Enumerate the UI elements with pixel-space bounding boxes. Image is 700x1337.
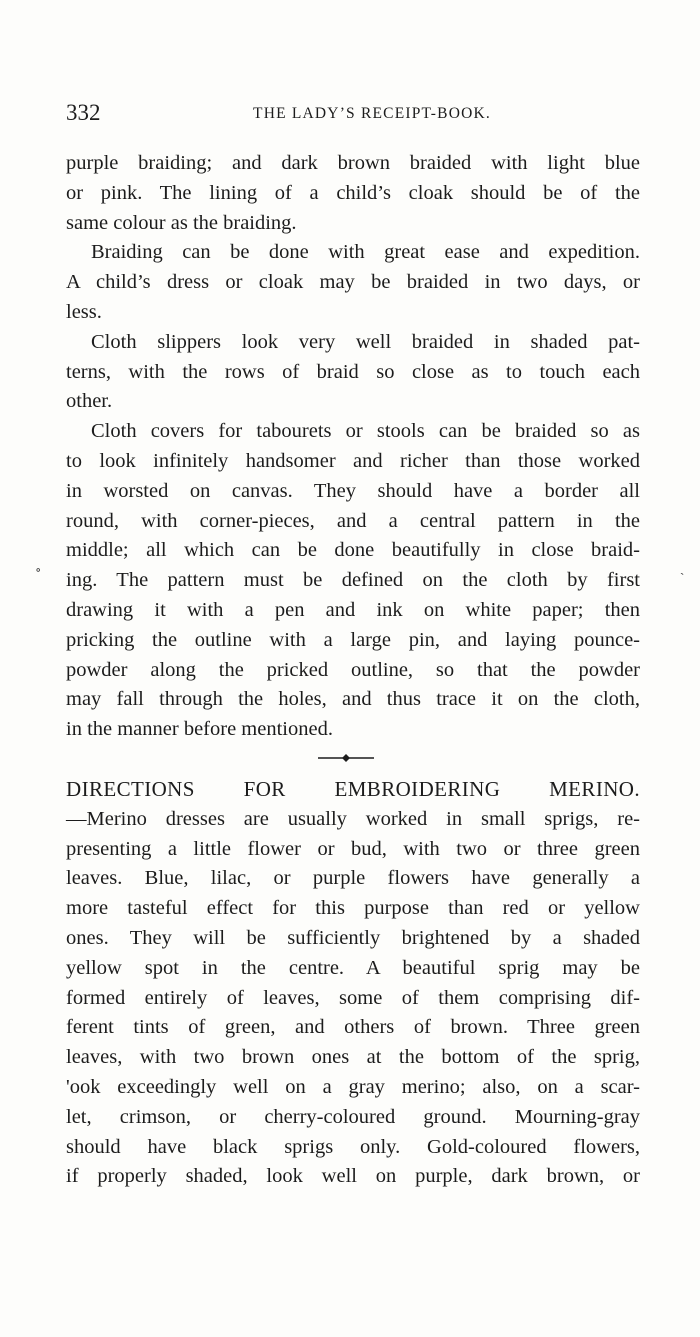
text-line: leaves, with two brown ones at the bottom of the sprig, [66, 1046, 640, 1069]
text-line: middle; all which can be done beautifully in close braid- [66, 539, 640, 562]
page-number: 332 [66, 100, 101, 125]
paragraph [66, 417, 640, 745]
text-line: A child’s dress or cloak may be braided in two days, or [66, 271, 640, 294]
page-header [66, 100, 638, 134]
margin-speck: ∘ [35, 562, 42, 577]
paragraph [66, 149, 640, 238]
text-line: drawing it with a pen and ink on white paper; then [66, 598, 640, 621]
section-heading: DIRECTIONS FOR EMBROIDERING MERINO. [66, 776, 640, 801]
text-line: yellow spot in the centre. A beautiful sprig may be [66, 956, 640, 979]
text-line: ferent tints of green, and others of brown. Three green [66, 1016, 640, 1039]
diamond-rule-ornament [316, 752, 376, 764]
text-line: formed entirely of leaves, some of them comprising dif- [66, 986, 640, 1009]
text-line: less. [66, 300, 102, 323]
text-line: terns, with the rows of braid so close as to touch each [66, 360, 640, 383]
text-line: 'ook exceedingly well on a gray merino; also, on a scar- [66, 1075, 640, 1098]
text-line: other. [66, 390, 113, 413]
text-line: same colour as the braiding. [66, 211, 297, 234]
text-line: ones. They will be sufficiently brightened by a shaded [66, 926, 640, 949]
running-head: THE LADY’S RECEIPT-BOOK. [253, 105, 491, 122]
text-line: in the manner before mentioned. [66, 718, 333, 741]
text-line: or pink. The lining of a child’s cloak should be of the [66, 181, 640, 204]
text-line: leaves. Blue, lilac, or purple flowers have generally a [66, 867, 640, 890]
text-line: may fall through the holes, and thus trace it on the cloth, [66, 688, 640, 711]
text-line: to look infinitely handsomer and richer than those worked [66, 449, 640, 472]
paragraph [66, 238, 640, 327]
margin-speck: ˋ [680, 570, 685, 585]
text-line: Braiding can be done with great ease and expedition. [91, 241, 640, 264]
text-line: if properly shaded, look well on purple, dark brown, or [66, 1165, 640, 1188]
text-line: let, crimson, or cherry-coloured ground. Mourning-gray [66, 1105, 640, 1128]
page-body [66, 149, 640, 1192]
text-line: ing. The pattern must be defined on the cloth by first [66, 569, 640, 592]
paragraph [66, 328, 640, 417]
section-divider [66, 745, 640, 775]
text-line: powder along the pricked outline, so that the powder [66, 658, 640, 681]
text-line: in worsted on canvas. They should have a border all [66, 479, 640, 502]
text-line: presenting a little flower or bud, with two or three green [66, 837, 640, 860]
text-line: more tasteful effect for this purpose than red or yellow [66, 897, 640, 920]
text-line: should have black sprigs only. Gold-coloured flowers, [66, 1135, 640, 1158]
text-line: Cloth slippers look very well braided in shaded pat- [91, 330, 640, 353]
text-line: Cloth covers for tabourets or stools can be braided so as [91, 420, 640, 443]
text-line: pricking the outline with a large pin, and laying pounce- [66, 628, 640, 651]
text-line: purple braiding; and dark brown braided with light blue [66, 152, 640, 174]
text-line: —Merino dresses are usually worked in small sprigs, re- [66, 807, 640, 830]
section [66, 775, 640, 1192]
text-line: round, with corner-pieces, and a central pattern in the [66, 509, 640, 532]
